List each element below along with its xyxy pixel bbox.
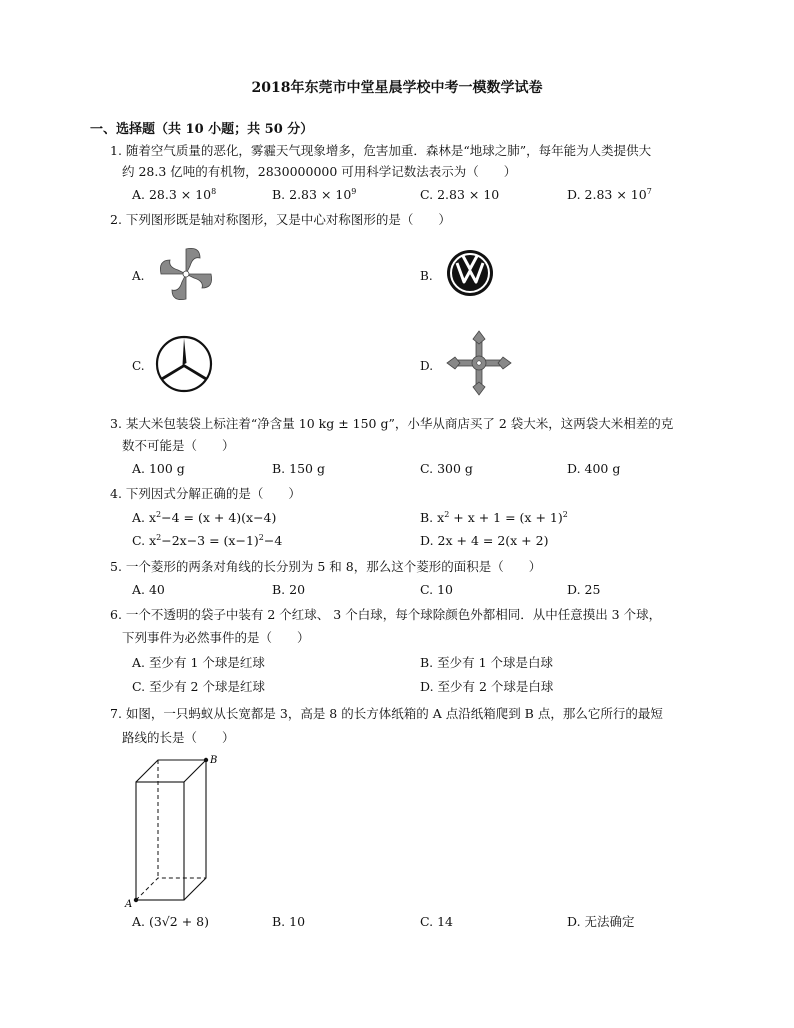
q5-option-d[interactable]: D. 25 xyxy=(567,582,601,597)
q1-option-b[interactable]: B. $2.83 \times 10^9$ xyxy=(272,187,357,202)
cuboid-figure xyxy=(126,752,226,912)
q6-option-d[interactable]: D. 至少有 2 个球是白球 xyxy=(420,679,554,694)
section-heading: 一、选择题（共 10 小题；共 50 分） xyxy=(90,122,314,137)
pinwheel-figure-icon xyxy=(156,244,216,304)
q3-stem-line1: 3. 某大米包装袋上标注着“净含量 10 kg ± 150 g”，小华从商店买了 2 袋大米，这两袋大米相差的克 xyxy=(110,416,674,431)
q5-option-a[interactable]: A. 40 xyxy=(132,582,165,597)
q4-option-c[interactable]: C. $x^2-2x-3 = (x-1)^2-4$ xyxy=(132,533,283,548)
q4-option-d[interactable]: D. 2x + 4 = 2(x + 2) xyxy=(420,533,549,548)
q5-option-b[interactable]: B. 20 xyxy=(272,582,306,597)
q7-stem-line1: 7. 如图，一只蚂蚁从长宽都是 3，高是 8 的长方体纸箱的 A 点沿纸箱爬到 B 点，那么它所行的最短 xyxy=(110,706,663,721)
q2-option-c[interactable]: C. xyxy=(132,359,145,373)
q4-option-a[interactable]: A. $x^2-4 = (x + 4)(x-4)$ xyxy=(132,510,277,525)
q5-option-c[interactable]: C. 10 xyxy=(420,582,453,597)
q6-stem-line2: 下列事件为必然事件的是（ ） xyxy=(122,630,310,645)
q2-option-b[interactable]: B. xyxy=(420,269,433,283)
q1-option-a[interactable]: A. $28.3 \times 10^8$ xyxy=(132,187,217,202)
q4-stem: 4. 下列因式分解正确的是（ ） xyxy=(110,486,301,501)
q6-option-b[interactable]: B. 至少有 1 个球是白球 xyxy=(420,655,554,670)
page-title: 2018年东莞市中堂星晨学校中考一模数学试卷 xyxy=(251,80,543,96)
q7-option-a[interactable]: A. (3√2 + 8) xyxy=(132,914,209,929)
point-b-label: B xyxy=(210,755,218,766)
q6-option-c[interactable]: C. 至少有 2 个球是红球 xyxy=(132,679,265,694)
q6-option-a[interactable]: A. 至少有 1 个球是红球 xyxy=(132,655,265,670)
q6-stem-line1: 6. 一个不透明的袋子中装有 2 个红球、 3 个白球，每个球除颜色外都相同．从中任意摸出 3 个球， xyxy=(110,607,662,622)
three-pointed-star-figure-icon xyxy=(155,335,213,393)
q7-stem-line2: 路线的长是（ ） xyxy=(122,730,235,745)
q2-option-a[interactable]: A. xyxy=(132,269,145,283)
q7-option-d[interactable]: D. 无法确定 xyxy=(567,914,635,929)
q3-option-b[interactable]: B. 150 g xyxy=(272,461,325,476)
q1-stem-line2: 约 28.3 亿吨的有机物，2830000000 可用科学记数法表示为（ ） xyxy=(122,164,517,179)
q2-option-d[interactable]: D. xyxy=(420,359,434,373)
q3-option-a[interactable]: A. 100 g xyxy=(132,461,185,476)
vw-logo-figure-icon xyxy=(446,249,494,297)
q2-stem: 2. 下列图形既是轴对称图形，又是中心对称图形的是（ ） xyxy=(110,212,451,227)
point-a-label: A xyxy=(125,899,133,910)
q7-option-b[interactable]: B. 10 xyxy=(272,914,306,929)
q3-option-d[interactable]: D. 400 g xyxy=(567,461,621,476)
q5-stem: 5. 一个菱形的两条对角线的长分别为 5 和 8，那么这个菱形的面积是（ ） xyxy=(110,559,542,574)
q3-stem-line2: 数不可能是（ ） xyxy=(122,438,235,453)
q1-stem-line1: 1. 随着空气质量的恶化，雾霾天气现象增多，危害加重．森林是“地球之肺”，每年能为人类提供大 xyxy=(110,143,652,158)
q1-option-c[interactable]: C. 2.83 × 10 xyxy=(420,187,500,202)
q7-option-c[interactable]: C. 14 xyxy=(420,914,453,929)
q4-option-b[interactable]: B. $x^2 + x + 1 = (x + 1)^2$ xyxy=(420,510,568,525)
q3-option-c[interactable]: C. 300 g xyxy=(420,461,473,476)
q1-option-d[interactable]: D. $2.83 \times 10^7$ xyxy=(567,187,652,202)
cross-figure-icon xyxy=(446,330,512,396)
